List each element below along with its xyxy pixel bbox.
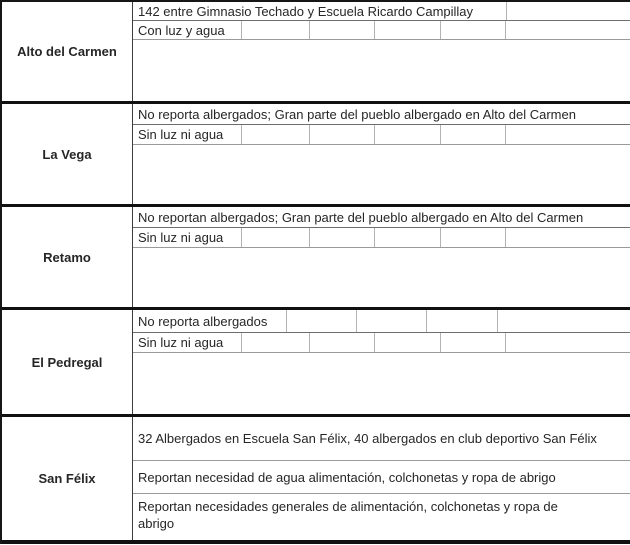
empty-cell — [506, 228, 630, 247]
empty-area — [133, 145, 630, 204]
section-content — [133, 310, 630, 414]
needs-info-cell: Reportan necesidad de agua alimentación, colchonetas y ropa de abrigo — [138, 469, 556, 485]
section-el-pedregal — [2, 310, 630, 417]
info-row-general-needs — [133, 494, 630, 540]
empty-cell — [506, 333, 630, 352]
info-row-utilities — [133, 21, 630, 40]
shelter-info-cell: No reporta albergados — [133, 310, 287, 332]
utilities-info-cell: Sin luz ni agua — [133, 333, 242, 352]
info-row-shelter — [133, 310, 630, 333]
section-content — [133, 417, 630, 540]
info-row-utilities — [133, 125, 630, 145]
section-san-felix — [2, 417, 630, 544]
empty-cell — [441, 228, 506, 247]
empty-cell — [441, 21, 506, 39]
empty-cell — [375, 333, 441, 352]
info-row-utilities — [133, 228, 630, 248]
empty-cell — [375, 228, 441, 247]
empty-cell — [357, 310, 427, 332]
empty-area — [133, 40, 630, 101]
section-content — [133, 2, 630, 101]
empty-cell — [242, 333, 310, 352]
utilities-info-cell: Sin luz ni agua — [133, 228, 242, 247]
section-content — [133, 207, 630, 307]
empty-area — [133, 353, 630, 414]
info-row-needs — [133, 461, 630, 494]
section-content — [133, 104, 630, 204]
empty-cell — [427, 310, 498, 332]
empty-cell — [441, 125, 506, 144]
empty-cell — [310, 228, 375, 247]
utilities-info-cell: Sin luz ni agua — [133, 125, 242, 144]
utilities-info-cell: Con luz y agua — [133, 21, 242, 39]
shelter-info-cell: 32 Albergados en Escuela San Félix, 40 albergados en club deportivo San Félix — [138, 431, 597, 446]
empty-cell — [506, 21, 630, 39]
empty-cell — [310, 125, 375, 144]
empty-cell — [310, 333, 375, 352]
empty-cell — [498, 310, 630, 332]
empty-area — [133, 248, 630, 307]
info-row-shelter — [133, 207, 630, 228]
shelter-info-cell: No reportan albergados; Gran parte del pueblo albergado en Alto del Carmen — [138, 209, 584, 225]
location-name-el-pedregal: El Pedregal — [2, 310, 133, 414]
empty-cell — [441, 333, 506, 352]
empty-cell — [507, 2, 630, 20]
location-name-retamo: Retamo — [2, 207, 133, 307]
general-needs-info-cell: Reportan necesidades generales de alimentación, colchonetas y ropa de abrigo — [138, 499, 558, 531]
location-name-san-felix: San Félix — [2, 417, 133, 540]
info-row-shelter — [133, 104, 630, 125]
empty-cell — [310, 21, 375, 39]
info-row-shelter — [133, 417, 630, 461]
section-retamo — [2, 207, 630, 310]
section-la-vega — [2, 104, 630, 207]
info-row-utilities — [133, 333, 630, 353]
section-alto-del-carmen — [2, 2, 630, 104]
shelter-info-cell: 142 entre Gimnasio Techado y Escuela Ricardo Campillay — [133, 2, 507, 20]
empty-cell — [242, 125, 310, 144]
empty-cell — [287, 310, 357, 332]
location-name-la-vega: La Vega — [2, 104, 133, 204]
empty-cell — [375, 21, 441, 39]
empty-cell — [375, 125, 441, 144]
empty-cell — [242, 228, 310, 247]
location-name-alto-del-carmen: Alto del Carmen — [2, 2, 133, 101]
empty-cell — [506, 125, 630, 144]
shelter-info-cell: No reporta albergados; Gran parte del pueblo albergado en Alto del Carmen — [138, 106, 576, 122]
empty-cell — [242, 21, 310, 39]
info-row-shelter — [133, 2, 630, 21]
